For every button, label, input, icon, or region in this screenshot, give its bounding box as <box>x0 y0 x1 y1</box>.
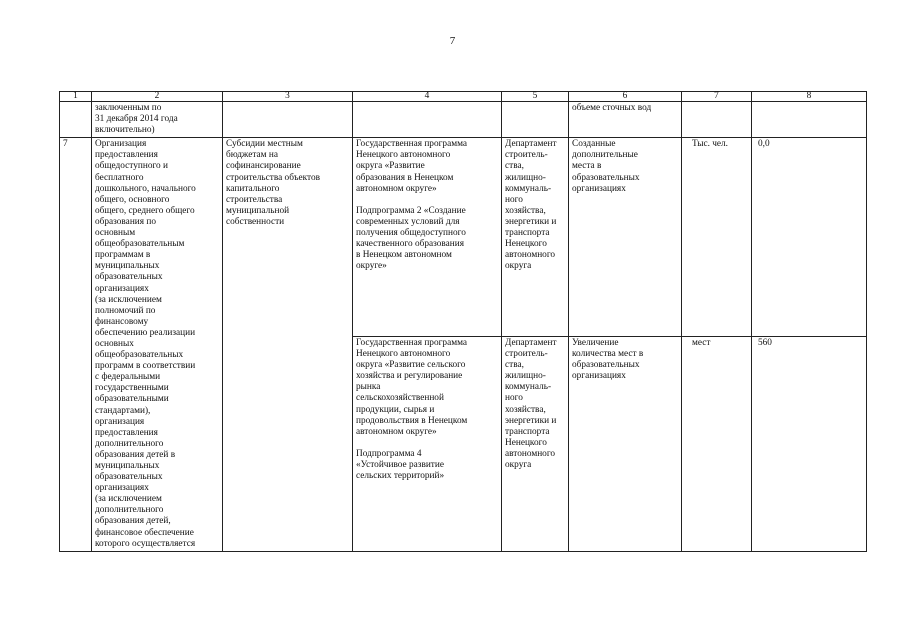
column-header-row <box>60 92 867 102</box>
column-header: 4 <box>353 92 502 102</box>
table-cell <box>60 102 92 138</box>
column-header: 3 <box>223 92 353 102</box>
value: 0,0 <box>752 138 867 337</box>
column-header: 6 <box>569 92 682 102</box>
continuation-event-text: заключенным по 31 декабря 2014 года включительно) <box>92 102 223 138</box>
row-number: 7 <box>60 138 92 551</box>
unit: мест <box>682 336 752 551</box>
program-cell-a <box>353 138 502 337</box>
subprogram-name: Подпрограмма 2 «Создание современных условий для получения общедоступного качественного образования в Ненецком автономном округе» <box>356 205 466 272</box>
continuation-row <box>60 102 867 138</box>
indicator: Увеличение количества мест в образовательных организациях <box>569 336 682 551</box>
table-cell <box>353 102 502 138</box>
program-cell-b <box>353 336 502 551</box>
table-row <box>60 138 867 337</box>
measures-table <box>59 91 867 552</box>
column-header: 7 <box>682 92 752 102</box>
column-header: 1 <box>60 92 92 102</box>
subprogram-name: Подпрограмма 4 «Устойчивое развитие сельских территорий» <box>356 448 445 482</box>
subsidy-type: Субсидии местным бюджетам на софинансирование строительства объектов капитального строительства муниципальной собственности <box>223 138 353 551</box>
table-cell <box>502 102 569 138</box>
table-cell <box>223 102 353 138</box>
table-cell <box>752 102 867 138</box>
department: Департамент строитель- ства, жилищно- коммуналь- ного хозяйства, энергетики и транспорта Ненецкого автономного округа <box>502 336 569 551</box>
event-name: Организация предоставления общедоступного и бесплатного дошкольного, начального общего, основного общего, среднего общего образования по основным общеобразовательным программам в муниципальных образовательных организациях (за исключением полномочий по финансовому обеспечению реализации основных общеобразовательных программ в соответствии с федеральными государственными образовательными стандартами), организация предоставления дополнительного образования детей в муниципальных образовательных организациях (за исключением дополнительного образования детей, финансовое обеспечение которого осуществляется <box>92 138 223 551</box>
column-header: 5 <box>502 92 569 102</box>
department: Департамент строитель- ства, жилищно- коммуналь- ного хозяйства, энергетики и транспорта Ненецкого автономного округа <box>502 138 569 337</box>
program-name: Государственная программа Ненецкого автономного округа «Развитие сельского хозяйства и регулирование рынка сельскохозяйственной продукции, сырья и продовольствия в Ненецком автономном округе» <box>356 337 468 437</box>
column-header: 2 <box>92 92 223 102</box>
program-name: Государственная программа Ненецкого автономного округа «Развитие образования в Ненецком автономном округе» <box>356 139 468 194</box>
value: 560 <box>752 336 867 551</box>
column-header: 8 <box>752 92 867 102</box>
table-cell <box>682 102 752 138</box>
unit: Тыс. чел. <box>682 138 752 337</box>
continuation-indicator-text: объеме сточных вод <box>569 102 682 138</box>
indicator: Созданные дополнительные места в образовательных организациях <box>569 138 682 337</box>
page-number: 7 <box>449 35 456 47</box>
